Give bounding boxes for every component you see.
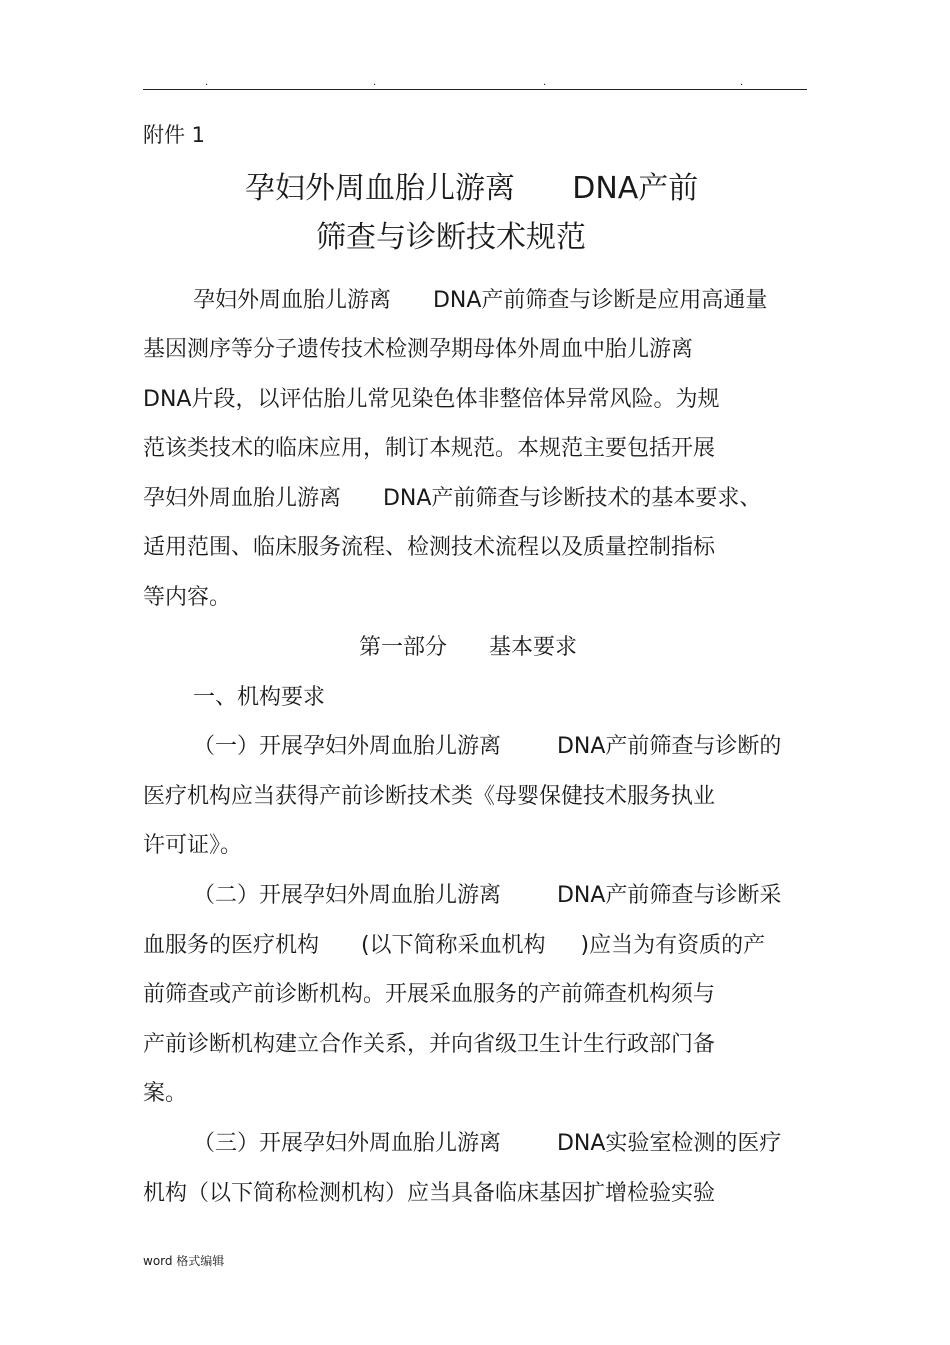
header-dot: . xyxy=(740,77,744,88)
document-title-line2: 筛查与诊断技术规范 xyxy=(316,220,586,255)
paragraph-line: 适用范围、临床服务流程、检测技术流程以及质量控制指标 xyxy=(143,535,716,560)
paragraph-line: （三）开展孕妇外周血胎儿游离 DNA实验室检测的医疗 xyxy=(193,1131,782,1156)
paragraph-line: 许可证》。 xyxy=(143,833,243,858)
header-rule xyxy=(143,89,807,90)
paragraph-line: 孕妇外周血胎儿游离 DNA产前筛查与诊断技术的基本要求、 xyxy=(143,486,762,511)
paragraph-line: 血服务的医疗机构 (以下简称采血机构 )应当为有资质的产 xyxy=(143,933,766,958)
paragraph-line: 等内容。 xyxy=(143,585,232,610)
paragraph-line: 基因测序等分子遗传技术检测孕期母体外周血中胎儿游离 xyxy=(143,337,694,362)
subsection-heading: 一、机构要求 xyxy=(193,685,326,710)
paragraph-line: （二）开展孕妇外周血胎儿游离 DNA产前筛查与诊断采 xyxy=(193,883,782,908)
paragraph-line: 前筛查或产前诊断机构。开展采血服务的产前筛查机构须与 xyxy=(143,982,716,1007)
header-dot: . xyxy=(205,77,209,88)
header-dot: . xyxy=(543,77,547,88)
paragraph-line: DNA片段，以评估胎儿常见染色体非整倍体异常风险。为规 xyxy=(143,387,720,412)
paragraph-line: 案。 xyxy=(143,1081,188,1106)
document-title-line1: 孕妇外周血胎儿游离 DNA产前 xyxy=(245,171,699,206)
paragraph-line: 孕妇外周血胎儿游离 DNA产前筛查与诊断是应用高通量 xyxy=(193,288,768,313)
paragraph-line: 产前诊断机构建立合作关系，并向省级卫生计生行政部门备 xyxy=(143,1032,716,1057)
attachment-label: 附件 1 xyxy=(143,123,206,147)
header-dot: . xyxy=(373,77,377,88)
section-heading: 第一部分 基本要求 xyxy=(359,635,577,660)
footer-note: word 格式编辑 xyxy=(143,1254,225,1268)
paragraph-line: （一）开展孕妇外周血胎儿游离 DNA产前筛查与诊断的 xyxy=(193,734,782,759)
paragraph-line: 机构（以下简称检测机构）应当具备临床基因扩增检验实验 xyxy=(143,1181,716,1206)
paragraph-line: 范该类技术的临床应用，制订本规范。本规范主要包括开展 xyxy=(143,436,716,461)
paragraph-line: 医疗机构应当获得产前诊断技术类《母婴保健技术服务执业 xyxy=(143,784,716,809)
